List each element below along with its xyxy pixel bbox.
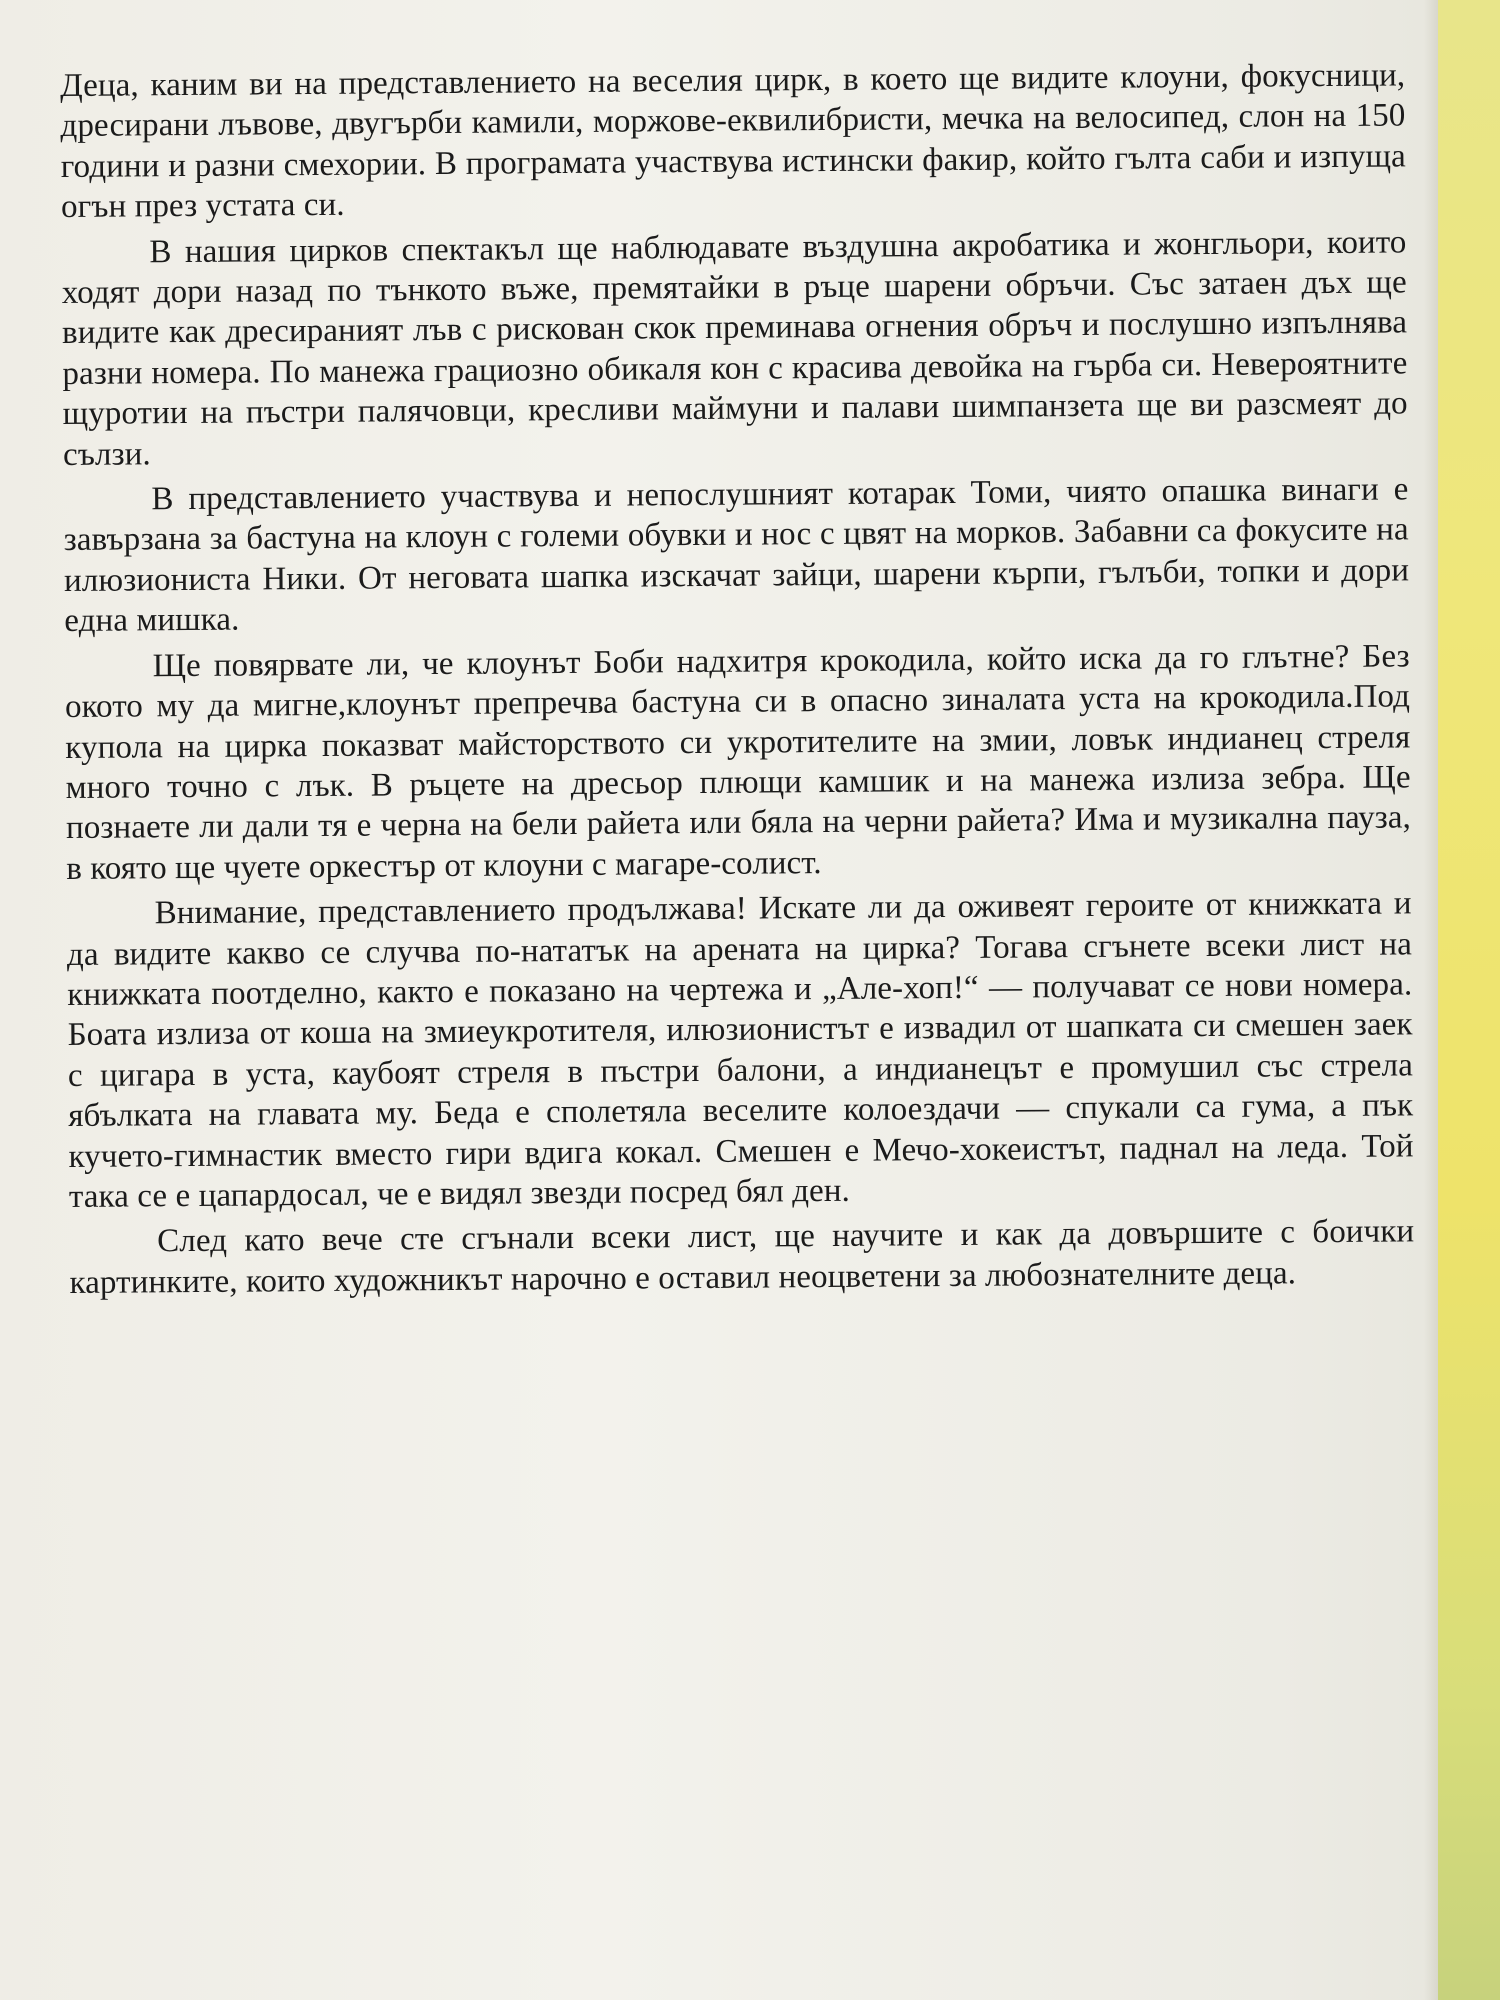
paragraph-intro: Деца, каним ви на представлението на веселия цирк, в което ще видите клоуни, фокусници, дресирани лъвове, двугърби камили, моржове-еквилибристи, мечка на велосипед, слон на 150 години и разни смехории. В програмата участвува истински факир, който гълта саби и изпуща огън през устата си. <box>60 57 1406 226</box>
paragraph-acrobatics: В нашия цирков спектакъл ще наблюдавате въздушна акробатика и жонгльори, които ходят дори назад по тънкото въже, премятайки в ръце шарени обръчи. Със затаен дъх ще видите как дресираният лъв с рискован скок преминава огнения обръч и послушно изпълнява разни номера. По манежа грациозно обикаля кон с красива девойка на гърба си. Невероятните щуротии на пъстри палячовци, кресливи маймуни и палави шимпанзета ще ви разсмеят до сълзи. <box>61 224 1408 473</box>
paragraph-attention: Внимание, представлението продължава! Искате ли да оживеят героите от книжката и да видите какво се случва по-нататък на арената на цирка? Тогава сгънете всеки лист на книжката поотделно, както е показано на чертежа и „Але-хоп!“ — получават се нови номера. Боата излиза от коша на змиеукротителя, илюзионистът е извадил от шапката си смешен заек с цигара в уста, каубоят стреля в пъстри балони, а индианецът е промушил със стрела ябълката на главата му. Беда е сполетяла веселите колоездачи — спукали са гума, а пък кучето-гимнастик вместо гири вдига кокал. Смешен е Мечо-хокеистът, паднал на леда. Той така се е цапардосал, че е видял звезди посред бял ден. <box>66 885 1414 1215</box>
paragraph-closing: След като вече сте сгънали всеки лист, ще научите и как да довършите с боички картинките, които художникът нарочно е оставил неоцветени за любознателните деца. <box>69 1213 1415 1301</box>
paragraph-clown-bobi: Ще повярвате ли, че клоунът Боби надхитря крокодила, който иска да го глътне? Без окото му да мигне,клоунът препречва бастуна си в опасно зиналата уста на крокодила.Под купола на цирка показват майсторството си укротителите на змии, ловък индианец стреля много точно с лък. В ръцете на дресьор плющи камшик и на манежа излиза зебра. Ще познаете ли дали тя е черна на бели райета или бяла на черни райета? Има и музикална пауза, в която ще чуете оркестър от клоуни с магаре-солист. <box>64 638 1412 887</box>
page-text-block <box>60 55 1415 1308</box>
paragraph-cat-tomi: В представлението участвува и непослушният котарак Томи, чиято опашка винаги е завързана за бастуна на клоун с големи обувки и нос с цвят на морков. Забавни са фокусите на илюзиониста Ники. От неговата шапка изскачат зайци, шарени кърпи, гълъби, топки и дори една мишка. <box>63 471 1410 640</box>
yellow-cover-edge <box>1438 0 1500 2000</box>
